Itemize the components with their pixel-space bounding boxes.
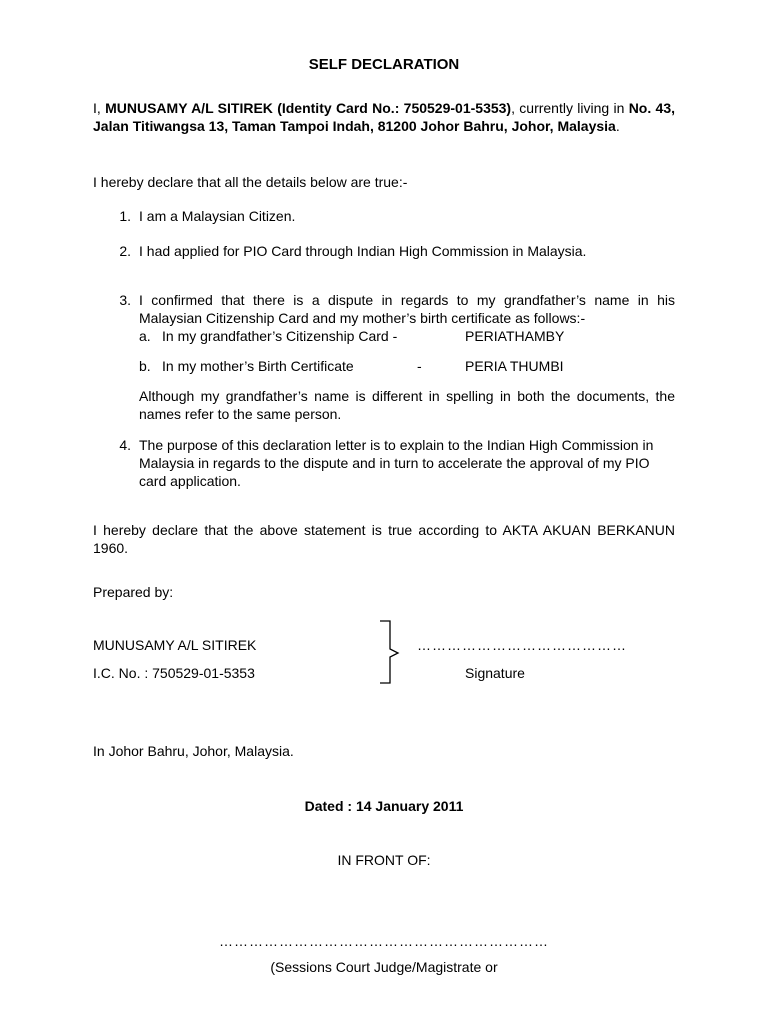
in-front-of-label: IN FRONT OF:: [337, 852, 431, 868]
declare-line: I hereby declare that all the details below are true:-: [93, 174, 408, 190]
sub-item-dash: -: [417, 358, 422, 374]
list-number: 2.: [119, 243, 131, 259]
list-item: The purpose of this declaration letter is to explain to the Indian High Commission in Malaysia in regards to the dispute and in turn to accelerate the approval of my PIO card application.: [139, 437, 654, 489]
list-item: I had applied for PIO Card through Indian High Commission in Malaysia.: [139, 243, 587, 259]
declarant-address: No. 43, Jalan Titiwangsa 13, Taman Tampoi Indah, 81200 Johor Bahru, Johor, Malaysia: [93, 100, 676, 134]
declarant-name: MUNUSAMY A/L SITIREK: [93, 637, 257, 653]
item3-note: Although my grandfather’s name is different in spelling in both the documents, the names refer to the same person.: [139, 388, 675, 422]
dated-line: Dated : 14 January 2011: [304, 798, 464, 814]
signature-label: Signature: [465, 665, 525, 681]
list-number: 3.: [119, 292, 131, 308]
intro-middle: , currently living in: [511, 100, 629, 116]
intro-paragraph: [93, 99, 675, 135]
witness-signature-dots: …………………………………………………………: [219, 933, 549, 949]
witness-label: (Sessions Court Judge/Magistrate or: [270, 959, 498, 975]
document-title: SELF DECLARATION: [308, 56, 460, 73]
sub-item-label: In my grandfather’s Citizenship Card -: [162, 328, 398, 344]
statement-paragraph: I hereby declare that the above statement is true according to AKTA AKUAN BERKANUN 1960.: [93, 522, 675, 556]
list-number: 4.: [119, 437, 131, 453]
list-number: 1.: [119, 208, 131, 224]
list-item: I am a Malaysian Citizen.: [139, 208, 296, 224]
intro-suffix: .: [615, 118, 620, 134]
signature-dots: ……………………………………: [417, 637, 627, 653]
declarant-ic: I.C. No. : 750529-01-5353: [93, 665, 255, 681]
declarant-name-id: MUNUSAMY A/L SITIREK (Identity Card No.: 750529-01-5353): [105, 100, 512, 116]
prepared-by-label: Prepared by:: [93, 584, 174, 600]
list-item: I confirmed that there is a dispute in regards to my grandfather’s name in his Malaysian Citizenship Card and my mother’s birth certificate as follows:-: [139, 292, 675, 326]
sub-item-letter: a.: [139, 328, 151, 344]
sub-item-value: PERIATHAMBY: [465, 328, 565, 344]
sub-item-label: In my mother’s Birth Certificate: [162, 358, 354, 374]
location-line: In Johor Bahru, Johor, Malaysia.: [93, 743, 294, 759]
intro-prefix: I,: [93, 100, 106, 116]
sub-item-value: PERIA THUMBI: [465, 358, 564, 374]
sub-item-letter: b.: [139, 358, 151, 374]
curly-brace-icon: [376, 619, 406, 685]
